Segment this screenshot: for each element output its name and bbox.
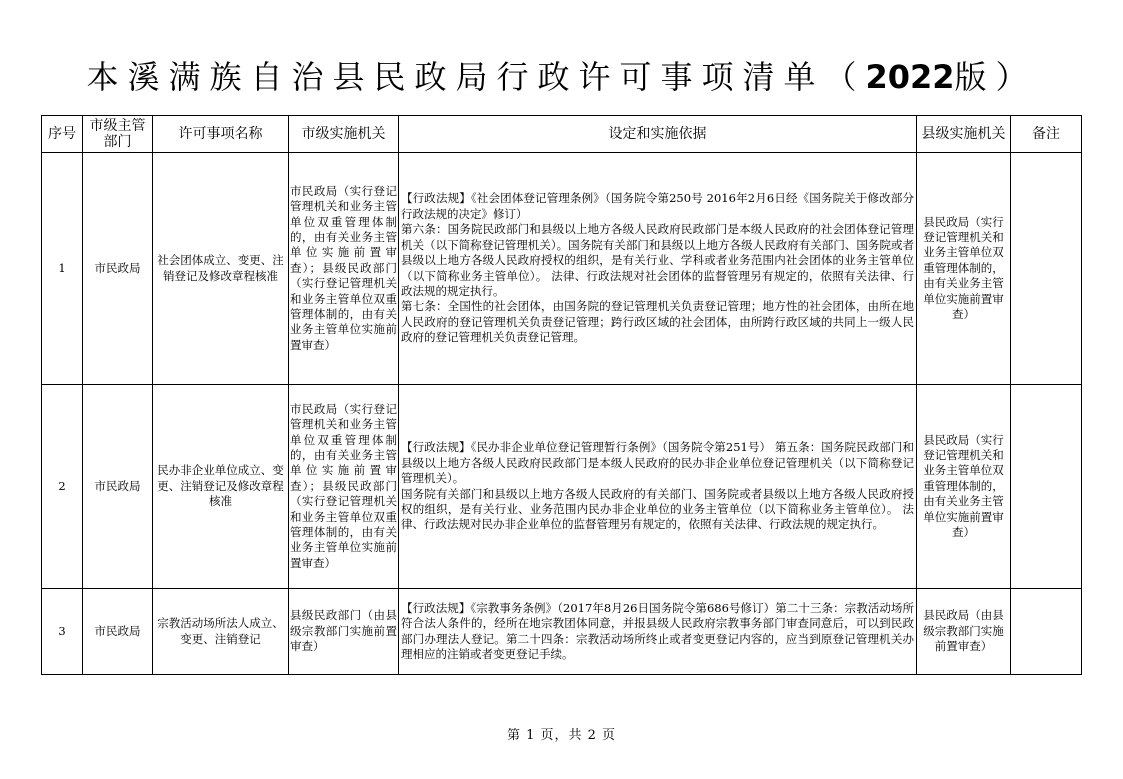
row-item: 民办非企业单位成立、变更、注销登记及修改章程核准 bbox=[153, 385, 289, 589]
row-item: 宗教活动场所法人成立、变更、注销登记 bbox=[153, 589, 289, 675]
row-no: 3 bbox=[42, 589, 83, 675]
row-city-org: 市民政局（实行登记管理机关和业务主管单位双重管理体制的，由有关业务主管单位实施前置审查）；县级民政部门（实行登记管理机关和业务主管单位双重管理体制的，由有关业务主管单位实施前置审查） bbox=[289, 153, 399, 385]
row-city-org: 市民政局（实行登记管理机关和业务主管单位双重管理体制的，由有关业务主管单位实施前置审查）；县级民政部门（实行登记管理机关和业务主管单位双重管理体制的，由有关业务主管单位实施前置审查） bbox=[289, 385, 399, 589]
row-city-org: 县级民政部门（由县级宗教部门实施前置审查） bbox=[289, 589, 399, 675]
row-dept: 市民政局 bbox=[83, 589, 153, 675]
permit-table bbox=[41, 115, 1082, 675]
row-no: 2 bbox=[42, 385, 83, 589]
title-year: 2022 bbox=[865, 58, 955, 96]
title-main: 本溪满族自治县民政局行政许可事项清单（ bbox=[86, 58, 866, 96]
header-no: 序号 bbox=[42, 116, 83, 153]
row-dept: 市民政局 bbox=[83, 153, 153, 385]
table-header-row bbox=[42, 116, 1082, 153]
row-county-org: 县民政局（由县级宗教部门实施前置审查） bbox=[917, 589, 1011, 675]
table-row bbox=[42, 385, 1082, 589]
header-item: 许可事项名称 bbox=[153, 116, 289, 153]
header-county-org: 县级实施机关 bbox=[917, 116, 1011, 153]
row-basis: 【行政法规】《民办非企业单位登记管理暂行条例》（国务院令第251号） 第五条：国务院民政部门和县级以上地方各级人民政府民政部门是本级人民政府的民办非企业单位登记管理机关（以下简称登记管理机关）。 国务院有关部门和县级以上地方各级人民政府的有关部门、国务院或者县级以上地方各级人民政府授权的组织，是有关行业、业务范围内民办非企业单位的业务主管单位（以下简称业务主管单位）。 法律、行政法规对民办非企业单位的监督管理另有规定的，依照有关法律、行政法规的规定执行。 bbox=[399, 385, 917, 589]
row-dept: 市民政局 bbox=[83, 385, 153, 589]
header-basis: 设定和实施依据 bbox=[399, 116, 917, 153]
row-item: 社会团体成立、变更、注销登记及修改章程核准 bbox=[153, 153, 289, 385]
header-city-org: 市级实施机关 bbox=[289, 116, 399, 153]
row-county-org: 县民政局（实行登记管理机关和业务主管单位双重管理体制的，由有关业务主管单位实施前置审查） bbox=[917, 385, 1011, 589]
title-suffix: 版） bbox=[954, 58, 1037, 96]
table-row bbox=[42, 589, 1082, 675]
row-note bbox=[1011, 589, 1082, 675]
row-note bbox=[1011, 385, 1082, 589]
header-dept: 市级主管部门 bbox=[83, 116, 153, 153]
row-no: 1 bbox=[42, 153, 83, 385]
page-indicator: 第 1 页，共 2 页 bbox=[506, 728, 617, 743]
row-note bbox=[1011, 153, 1082, 385]
table-row bbox=[42, 153, 1082, 385]
row-county-org: 县民政局（实行登记管理机关和业务主管单位双重管理体制的，由有关业务主管单位实施前置审查） bbox=[917, 153, 1011, 385]
row-basis: 【行政法规】《宗教事务条例》（2017年8月26日国务院令第686号修订）第二十三条：宗教活动场所符合法人条件的，经所在地宗教团体同意，并报县级人民政府宗教事务部门审查同意后，可以到民政部门办理法人登记。第二十四条：宗教活动场所终止或者变更登记内容的，应当到原登记管理机关办理相应的注销或者变更登记手续。 bbox=[399, 589, 917, 675]
page-title bbox=[0, 52, 1123, 98]
row-basis: 【行政法规】《社会团体登记管理条例》（国务院令第250号 2016年2月6日经《国务院关于修改部分行政法规的决定》修订） 第六条：国务院民政部门和县级以上地方各级人民政府民政部门是本级人民政府的社会团体登记管理机关（以下简称登记管理机关）。国务院有关部门和县级以上地方各级人民政府有关部门、国务院或者县级以上地方各级人民政府授权的组织，是有关行业、学科或者业务范围内社会团体的业务主管单位（以下简称业务主管单位）。 法律、行政法规对社会团体的监督管理另有规定的，依照有关法律、行政法规的规定执行。 第七条：全国性的社会团体，由国务院的登记管理机关负责登记管理；地方性的社会团体，由所在地人民政府的登记管理机关负责登记管理；跨行政区域的社会团体，由所跨行政区域的共同上一级人民政府的登记管理机关负责登记管理。 bbox=[399, 153, 917, 385]
header-note: 备注 bbox=[1011, 116, 1082, 153]
